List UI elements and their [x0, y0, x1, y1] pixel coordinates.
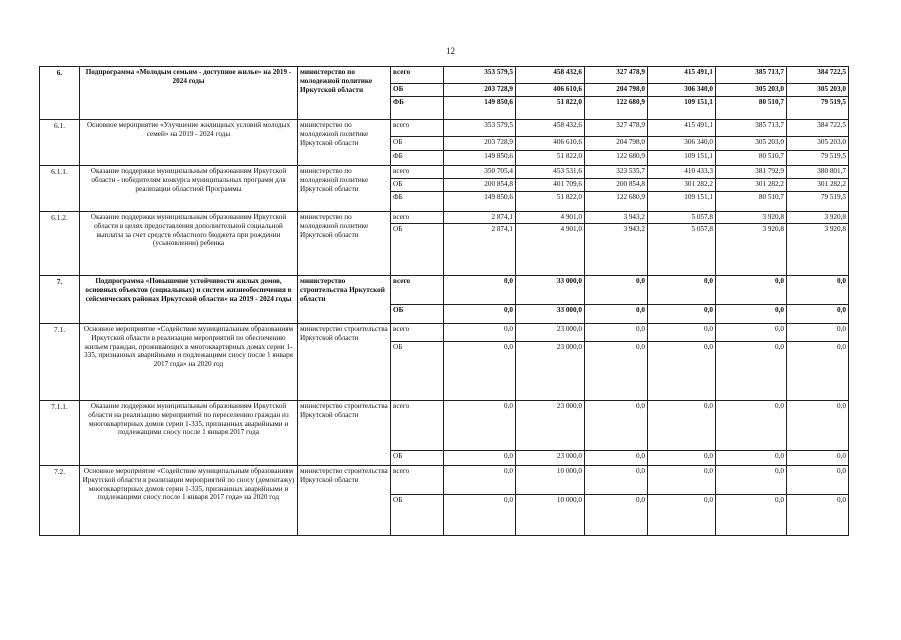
- item-name: Основное мероприятие «Содействие муниципальным образованиям Иркутской области в реализации мероприятий по обеспечению жильем граждан, проживающих в многоквартирных домах серии 1-335, признанных аварийными и подлежащими сносу после 1 января 2017 года» на 2020 год: [80, 324, 298, 401]
- amount-cell: 353 579,5: [444, 120, 516, 137]
- table-row: [40, 67, 849, 84]
- amount-cell: 149 850,6: [444, 151, 516, 166]
- amount-cell: 0,0: [648, 495, 716, 536]
- amount-cell: 453 531,6: [516, 166, 585, 179]
- item-name: Подпрограмма «Молодым семьям - доступное жилье» на 2019 - 2024 годы: [80, 67, 298, 120]
- item-name: Основное мероприятие «Содействие муниципальным образованиям Иркутской области в реализации мероприятий по сносу (демонтажу) многоквартирных домов серии 1-335, признанных аварийными и подлежащими сносу после 1 января 2017 года» на 2020 год: [80, 466, 298, 536]
- funding-source: ОБ: [391, 495, 444, 536]
- amount-cell: 458 432,6: [516, 67, 585, 84]
- amount-cell: 0,0: [716, 305, 787, 324]
- amount-cell: 109 151,1: [648, 192, 716, 212]
- executor-cell: министерство по молодежной политике Иркутской области: [298, 120, 391, 166]
- amount-cell: 350 705,4: [444, 166, 516, 179]
- amount-cell: 3 920,8: [716, 212, 787, 224]
- item-name: Оказание поддержки муниципальным образованиям Иркутской области - победителям конкурса муниципальных программ для реализации областной Программы: [80, 166, 298, 212]
- amount-cell: 2 874,1: [444, 224, 516, 276]
- amount-cell: 0,0: [787, 466, 849, 495]
- item-name: Основное мероприятие «Улучшение жилищных условий молодых семей» на 2019 - 2024 годы: [80, 120, 298, 166]
- amount-cell: 33 000,0: [516, 305, 585, 324]
- page-number: 12: [446, 46, 455, 56]
- amount-cell: 0,0: [716, 401, 787, 451]
- amount-cell: 353 579,5: [444, 67, 516, 84]
- amount-cell: 0,0: [444, 305, 516, 324]
- amount-cell: 415 491,1: [648, 120, 716, 137]
- amount-cell: 306 340,0: [648, 137, 716, 151]
- table-row: [40, 466, 849, 495]
- amount-cell: 204 798,0: [585, 137, 648, 151]
- table-row: [40, 120, 849, 137]
- amount-cell: 3 943,2: [585, 212, 648, 224]
- amount-cell: 122 680,9: [585, 97, 648, 120]
- amount-cell: 109 151,1: [648, 97, 716, 120]
- table-row: [40, 324, 849, 342]
- amount-cell: 415 491,1: [648, 67, 716, 84]
- table-row: [40, 212, 849, 224]
- item-number: 7.2.: [40, 466, 80, 536]
- amount-cell: 381 792,9: [716, 166, 787, 179]
- funding-source: всего: [391, 166, 444, 179]
- amount-cell: 0,0: [648, 276, 716, 305]
- amount-cell: 0,0: [585, 276, 648, 305]
- amount-cell: 33 000,0: [516, 276, 585, 305]
- amount-cell: 0,0: [648, 466, 716, 495]
- amount-cell: 3 920,8: [787, 224, 849, 276]
- executor-cell: министерство строительства Иркутской области: [298, 401, 391, 466]
- table-row: [40, 166, 849, 179]
- amount-cell: 406 610,6: [516, 84, 585, 97]
- item-number: 6.: [40, 67, 80, 120]
- amount-cell: 0,0: [787, 451, 849, 466]
- executor-cell: министерство по молодежной политике Иркутской области: [298, 166, 391, 212]
- amount-cell: 384 722,5: [787, 120, 849, 137]
- amount-cell: 458 432,6: [516, 120, 585, 137]
- amount-cell: 0,0: [648, 305, 716, 324]
- amount-cell: 0,0: [585, 324, 648, 342]
- amount-cell: 79 519,5: [787, 151, 849, 166]
- funding-source: ОБ: [391, 179, 444, 192]
- item-number: 7.1.: [40, 324, 80, 401]
- amount-cell: 5 057,8: [648, 212, 716, 224]
- amount-cell: 203 728,9: [444, 137, 516, 151]
- amount-cell: 301 282,2: [787, 179, 849, 192]
- amount-cell: 0,0: [585, 342, 648, 401]
- amount-cell: 23 000,0: [516, 401, 585, 451]
- amount-cell: 79 519,5: [787, 192, 849, 212]
- executor-cell: министерство по молодежной политике Иркутской области: [298, 212, 391, 276]
- funding-source: ОБ: [391, 224, 444, 276]
- amount-cell: 122 680,9: [585, 192, 648, 212]
- amount-cell: 4 901,0: [516, 212, 585, 224]
- amount-cell: 0,0: [787, 401, 849, 451]
- amount-cell: 149 850,6: [444, 97, 516, 120]
- amount-cell: 305 203,0: [716, 84, 787, 97]
- amount-cell: 385 713,7: [716, 120, 787, 137]
- funding-source: всего: [391, 401, 444, 451]
- item-name: Оказание поддержки муниципальным образованиям Иркутской области в целях предоставления дополнительной социальной выплаты за счет средств областного бюджета при рождении (усыновлении) ребенка: [80, 212, 298, 276]
- amount-cell: 203 728,9: [444, 84, 516, 97]
- amount-cell: 401 709,6: [516, 179, 585, 192]
- table-body: [40, 67, 849, 536]
- funding-source: ФБ: [391, 192, 444, 212]
- amount-cell: 80 510,7: [716, 97, 787, 120]
- amount-cell: 51 822,0: [516, 97, 585, 120]
- executor-cell: министерство строительства Иркутской области: [298, 324, 391, 401]
- item-name: Подпрограмма «Повышение устойчивости жилых домов, основных объектов (социальных) и систем жизнеобеспечения в сейсмических районах Иркутской области» на 2019 - 2024 годы: [80, 276, 298, 324]
- amount-cell: 384 722,5: [787, 67, 849, 84]
- funding-source: ОБ: [391, 451, 444, 466]
- amount-cell: 23 000,0: [516, 451, 585, 466]
- funding-source: всего: [391, 324, 444, 342]
- budget-table: [39, 66, 849, 536]
- amount-cell: 327 478,9: [585, 120, 648, 137]
- amount-cell: 5 057,8: [648, 224, 716, 276]
- amount-cell: 0,0: [585, 305, 648, 324]
- amount-cell: 0,0: [648, 451, 716, 466]
- amount-cell: 3 920,8: [716, 224, 787, 276]
- amount-cell: 0,0: [444, 451, 516, 466]
- amount-cell: 0,0: [716, 451, 787, 466]
- amount-cell: 80 510,7: [716, 192, 787, 212]
- amount-cell: 0,0: [444, 495, 516, 536]
- funding-source: ФБ: [391, 151, 444, 166]
- amount-cell: 0,0: [648, 324, 716, 342]
- item-number: 6.1.: [40, 120, 80, 166]
- amount-cell: 0,0: [787, 276, 849, 305]
- amount-cell: 305 203,0: [787, 84, 849, 97]
- amount-cell: 301 282,2: [716, 179, 787, 192]
- item-number: 6.1.1.: [40, 166, 80, 212]
- funding-source: ОБ: [391, 84, 444, 97]
- amount-cell: 109 151,1: [648, 151, 716, 166]
- amount-cell: 0,0: [716, 276, 787, 305]
- amount-cell: 204 798,0: [585, 84, 648, 97]
- amount-cell: 301 282,2: [648, 179, 716, 192]
- amount-cell: 4 901,0: [516, 224, 585, 276]
- table-row: [40, 276, 849, 305]
- funding-source: всего: [391, 466, 444, 495]
- funding-source: всего: [391, 67, 444, 84]
- amount-cell: 0,0: [648, 342, 716, 401]
- amount-cell: 327 478,9: [585, 67, 648, 84]
- amount-cell: 305 203,0: [716, 137, 787, 151]
- item-number: 7.1.1.: [40, 401, 80, 466]
- amount-cell: 0,0: [585, 495, 648, 536]
- amount-cell: 51 822,0: [516, 151, 585, 166]
- amount-cell: 200 854,8: [585, 179, 648, 192]
- amount-cell: 200 854,8: [444, 179, 516, 192]
- amount-cell: 0,0: [648, 401, 716, 451]
- executor-cell: министерство строительства Иркутской области: [298, 466, 391, 536]
- amount-cell: 10 000,0: [516, 466, 585, 495]
- amount-cell: 380 801,7: [787, 166, 849, 179]
- amount-cell: 0,0: [716, 466, 787, 495]
- funding-source: всего: [391, 120, 444, 137]
- amount-cell: 0,0: [787, 495, 849, 536]
- item-number: 7.: [40, 276, 80, 324]
- amount-cell: 0,0: [444, 342, 516, 401]
- funding-source: ФБ: [391, 97, 444, 120]
- amount-cell: 385 713,7: [716, 67, 787, 84]
- table-row: [40, 401, 849, 451]
- amount-cell: 305 203,0: [787, 137, 849, 151]
- amount-cell: 23 000,0: [516, 324, 585, 342]
- funding-source: ОБ: [391, 137, 444, 151]
- amount-cell: 0,0: [716, 324, 787, 342]
- amount-cell: 10 000,0: [516, 495, 585, 536]
- amount-cell: 0,0: [444, 466, 516, 495]
- funding-source: всего: [391, 212, 444, 224]
- funding-source: всего: [391, 276, 444, 305]
- amount-cell: 0,0: [716, 342, 787, 401]
- amount-cell: 3 920,8: [787, 212, 849, 224]
- amount-cell: 0,0: [787, 305, 849, 324]
- amount-cell: 410 433,3: [648, 166, 716, 179]
- amount-cell: 80 510,7: [716, 151, 787, 166]
- amount-cell: 0,0: [585, 401, 648, 451]
- amount-cell: 0,0: [444, 276, 516, 305]
- amount-cell: 3 943,2: [585, 224, 648, 276]
- amount-cell: 0,0: [787, 342, 849, 401]
- funding-source: ОБ: [391, 305, 444, 324]
- amount-cell: 306 340,0: [648, 84, 716, 97]
- amount-cell: 0,0: [585, 451, 648, 466]
- amount-cell: 122 680,9: [585, 151, 648, 166]
- item-number: 6.1.2.: [40, 212, 80, 276]
- amount-cell: 2 874,1: [444, 212, 516, 224]
- amount-cell: 0,0: [444, 401, 516, 451]
- amount-cell: 406 610,6: [516, 137, 585, 151]
- amount-cell: 0,0: [716, 495, 787, 536]
- item-name: Оказание поддержки муниципальным образованиям Иркутской области на реализацию мероприятий по переселению граждан из многоквартирных домов серии 1-335, признанных аварийными и подлежащими сносу после 1 января 2017 года: [80, 401, 298, 466]
- amount-cell: 149 850,6: [444, 192, 516, 212]
- amount-cell: 323 535,7: [585, 166, 648, 179]
- amount-cell: 23 000,0: [516, 342, 585, 401]
- funding-source: ОБ: [391, 342, 444, 401]
- executor-cell: министерство по молодежной политике Иркутской области: [298, 67, 391, 120]
- executor-cell: министерство строительства Иркутской области: [298, 276, 391, 324]
- amount-cell: 0,0: [444, 324, 516, 342]
- amount-cell: 0,0: [787, 324, 849, 342]
- amount-cell: 51 822,0: [516, 192, 585, 212]
- amount-cell: 0,0: [585, 466, 648, 495]
- amount-cell: 79 519,5: [787, 97, 849, 120]
